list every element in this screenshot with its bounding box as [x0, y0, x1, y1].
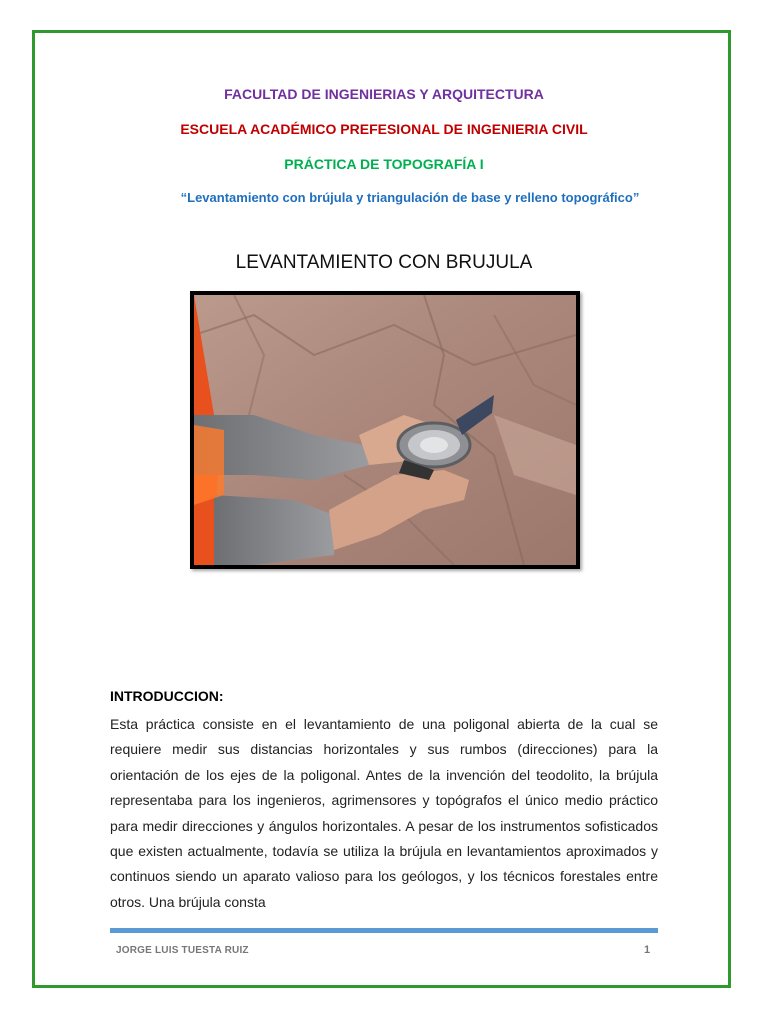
compass-photo [190, 291, 580, 569]
course-heading: PRÁCTICA DE TOPOGRAFÍA I [284, 156, 484, 172]
document-title: LEVANTAMIENTO CON BRUJULA [235, 252, 533, 273]
page-number: 1 [644, 944, 651, 956]
faculty-heading: FACULTAD DE INGENIERIAS Y ARQUITECTURA [224, 86, 544, 102]
footer-author: JORGE LUIS TUESTA RUIZ [116, 945, 249, 956]
practice-subtitle: “Levantamiento con brújula y triangulación de base y relleno topográfico” [180, 190, 640, 205]
introduction-heading: INTRODUCCION: [110, 688, 224, 704]
school-heading: ESCUELA ACADÉMICO PREFESIONAL DE INGENIERIA CIVIL [180, 121, 588, 137]
introduction-paragraph: Esta práctica consiste en el levantamiento de una poligonal abierta de la cual se requiere medir sus distancias horizontales y sus rumbos (direcciones) para la orientación de los ejes de la poligonal. Antes de la invención del teodolito, la brújula representaba para los ingenieros, agrimensores y topógrafos el único medio práctico para medir direcciones y ángulos horizontales. A pesar de los instrumentos sofisticados que existen actualmente, todavía se utiliza la brújula en levantamientos aproximados y continuos siendo un aparato valioso para los geólogos, y los técnicos forestales entre otros. Una brújula consta [110, 716, 658, 910]
footer-rule [110, 928, 658, 933]
